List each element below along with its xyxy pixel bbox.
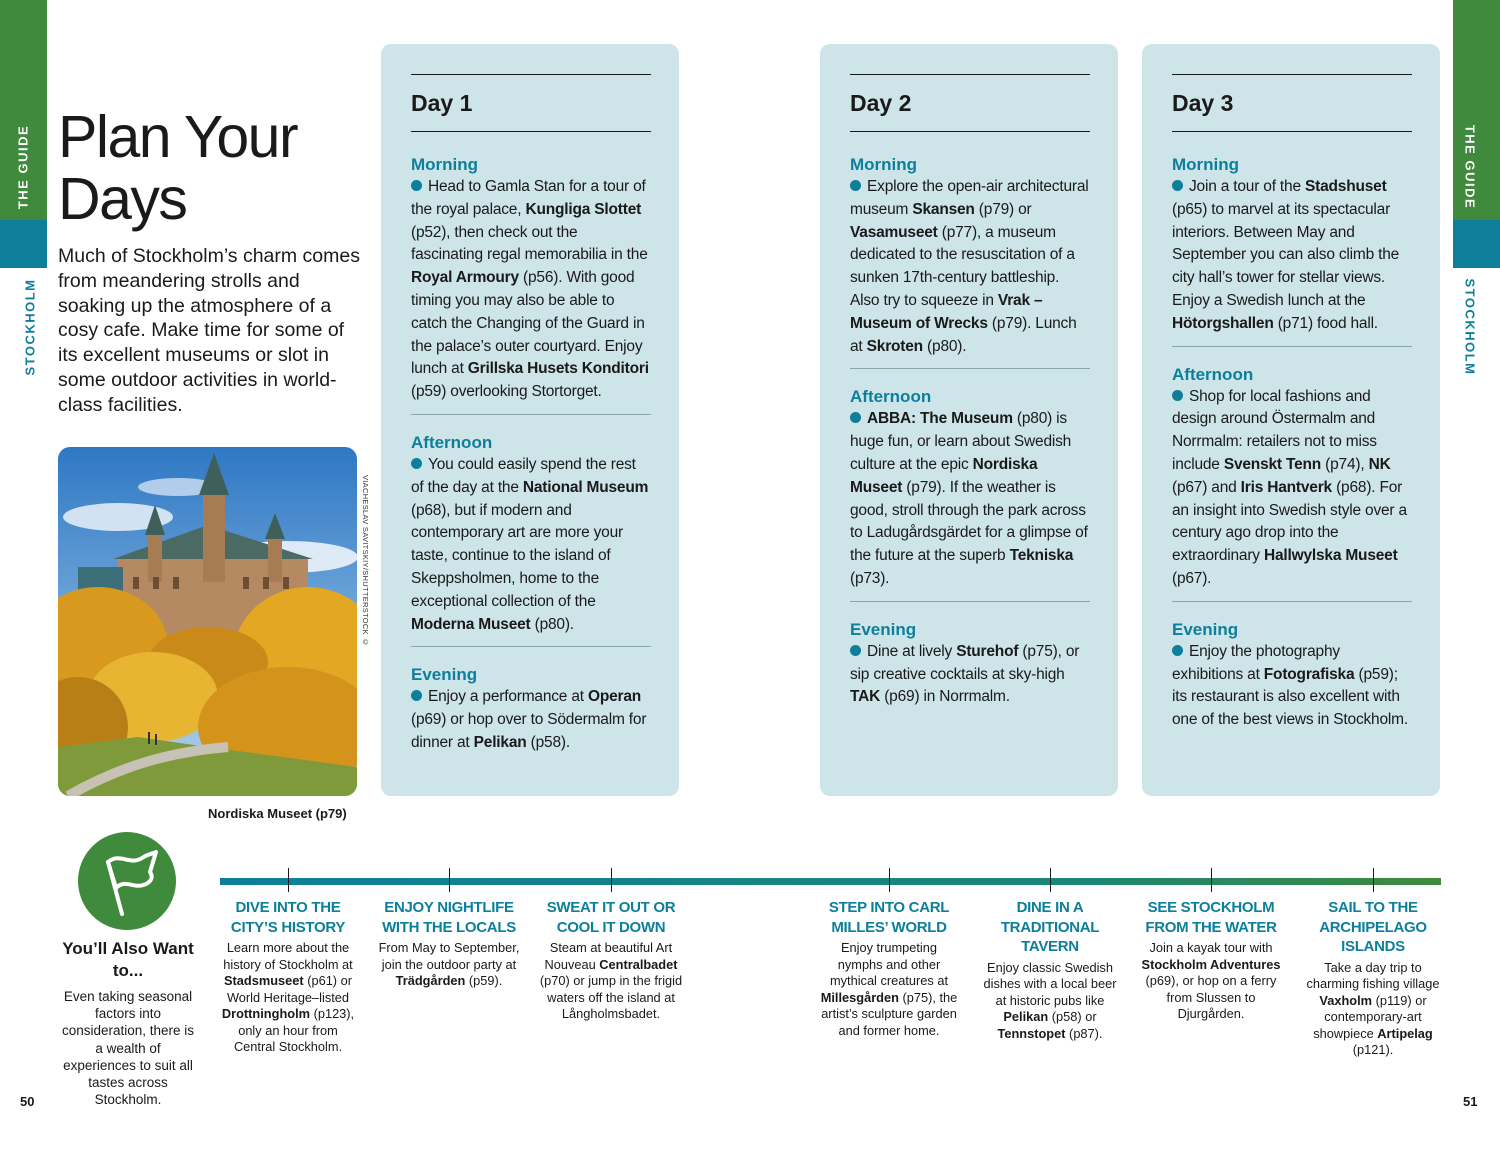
text-run: Take a day trip to charming fishing village [1306, 959, 1440, 991]
timeline-bar [220, 878, 1441, 885]
text-run: Shop for local fashions and design around Östermalm and Norrmalm: retailers not to miss include [1172, 387, 1377, 473]
text-run: Head to Gamla Stan for a tour of the royal palace, [411, 178, 646, 218]
slot-text [850, 641, 1090, 709]
activity-title: DINE IN A TRADITIONAL TAVERN [1000, 899, 1100, 955]
timeline-tick [1373, 868, 1374, 892]
slot-text [411, 176, 651, 404]
highlight-name: Pelikan [473, 733, 527, 751]
activity-text [1301, 960, 1445, 1059]
text-run: (p67) and [1172, 478, 1241, 496]
text-run: (p69), or hop on a ferry from Slussen to Djurgården. [1145, 973, 1277, 1021]
text-run: (p79). Lunch at [850, 314, 1077, 355]
text-run: Enjoy a performance at [428, 688, 588, 706]
slot-text [850, 176, 1090, 358]
text-run: Enjoy the photography exhibitions at [1172, 642, 1340, 683]
slot-text [411, 454, 651, 636]
day-card [820, 44, 1118, 796]
activity-text [1139, 940, 1283, 1023]
highlight-name: Artipelag [1377, 1025, 1433, 1041]
slot-divider [850, 368, 1090, 369]
highlight-name: Sturehof [956, 642, 1019, 660]
highlight-name: Iris Hantverk [1240, 478, 1332, 496]
text-run: Dine at lively [867, 642, 957, 660]
text-run: (p65) to marvel at its spectacular interiors. Between May and September you can also climb the city hall’s tower for stellar views. Enjoy a Swedish lunch at the [1172, 200, 1400, 309]
slot-label: Morning [850, 155, 918, 174]
page-number-right: 51 [1463, 1094, 1478, 1109]
day-card [381, 44, 679, 796]
bullet-dot [1172, 645, 1183, 656]
slot-divider [1172, 601, 1412, 602]
text-run: From May to September, join the outdoor party at [378, 940, 520, 972]
text-run: (p73). [850, 569, 890, 587]
time-slot [850, 386, 1090, 600]
card-title-rule [850, 131, 1090, 132]
time-slot [411, 432, 651, 646]
text-run: (p79) or [974, 200, 1032, 218]
activity-text [377, 940, 521, 990]
text-run: You could easily spend the rest of the day at the [411, 455, 636, 496]
slot-text [1172, 386, 1412, 591]
text-run: (p77), a museum dedicated to the resuscitation of a sunken 17th-century battleship. Also try to squeeze in [850, 223, 1075, 309]
photo-credit: VIACHESLAV SAVITSKIY/SHUTTERSTOCK © [361, 475, 370, 647]
highlight-name: Skansen [912, 200, 975, 218]
bullet-dot [411, 180, 422, 191]
day-title: Day 2 [850, 90, 912, 116]
highlight-name: Drottningholm [221, 1006, 311, 1021]
text-run: Explore the open-air architectural museum [850, 178, 1089, 218]
activity [1139, 898, 1283, 1023]
text-run: (p80) is huge fun, or learn about Swedish culture at the epic [850, 410, 1072, 473]
right-city-tab [1453, 220, 1500, 268]
slot-text [1172, 176, 1412, 336]
highlight-name: Millesgården [820, 989, 899, 1005]
slot-label: Evening [411, 665, 478, 685]
text-run: Enjoy trumpeting nymphs and other mythical creatures at [829, 940, 949, 988]
text-run: (p121). [1352, 1042, 1394, 1057]
text-run: Enjoy classic Swedish dishes with a local beer at historic pubs like [983, 959, 1117, 1008]
highlight-name: Hötorgshallen [1172, 314, 1274, 332]
page-number-left: 50 [20, 1094, 35, 1109]
text-run: (p58) or [1048, 1009, 1097, 1024]
text-run: (p80). [922, 337, 967, 355]
activity-title: STEP INTO CARL MILLES’ WORLD [828, 899, 950, 936]
activity-title: SEE STOCKHOLM FROM THE WATER [1145, 899, 1277, 936]
text-run: (p52), then check out the fascinating regal memorabilia in the [411, 223, 648, 264]
activity-text [978, 960, 1122, 1043]
slot-label: Morning [411, 155, 479, 174]
text-run: (p69) in Norrmalm. [880, 688, 1010, 706]
highlight-name: Skroten [866, 337, 923, 355]
slot-label: Afternoon [1172, 364, 1254, 384]
highlight-name: Vrak – Museum of Wrecks [850, 291, 1043, 332]
highlight-name: Royal Armoury [411, 269, 519, 287]
bullet-dot [411, 690, 422, 701]
highlight-name: Fotografiska [1263, 665, 1355, 683]
bullet-dot [411, 458, 422, 469]
highlight-name: Vaxholm [1319, 992, 1373, 1008]
timeline-tick [611, 868, 612, 892]
text-run: (p67). [1172, 569, 1212, 587]
timeline-tick [288, 868, 289, 892]
also-title: You’ll Also Want to... [62, 939, 194, 980]
time-slot [411, 664, 651, 764]
right-section-label: THE GUIDE [1462, 124, 1478, 210]
highlight-name: Pelikan [1003, 1009, 1049, 1024]
activity-text [539, 940, 683, 1023]
highlight-name: Vasamuseet [850, 223, 938, 241]
flag-badge [78, 832, 176, 930]
highlight-name: Moderna Museet [411, 615, 531, 633]
bullet-dot [1172, 390, 1183, 401]
activity [377, 898, 521, 990]
highlight-name: Trädgården [395, 973, 466, 988]
text-run: (p69) or hop over to Södermalm for dinner at [411, 711, 647, 751]
text-run: Join a tour of the [1189, 178, 1305, 195]
text-run: (p68), but if modern and contemporary art are more your taste, continue to the island of Skeppsholmen, home to the exceptional collection of the [411, 501, 623, 610]
highlight-name: Operan [587, 688, 642, 706]
timeline-tick [889, 868, 890, 892]
also-text: Even taking seasonal factors into consideration, there is a wealth of experiences to suit all tastes across Stockholm. [61, 989, 195, 1108]
slot-label: Afternoon [411, 432, 493, 452]
highlight-name: NK [1368, 455, 1391, 473]
activity [1301, 898, 1445, 1059]
left-section-label: THE GUIDE [15, 124, 31, 210]
day-title: Day 3 [1172, 90, 1234, 116]
activity [216, 898, 360, 1056]
intro-text: Much of Stockholm’s charm comes from meandering strolls and soaking up the atmosphere of a cosy cafe. Make time for some of its excellent museums or slot in some outdoor activities in world-class facilities. [58, 245, 360, 416]
activity-text [817, 940, 961, 1039]
activity-title: ENJOY NIGHTLIFE WITH THE LOCALS [382, 899, 516, 936]
activity-text [216, 940, 360, 1056]
text-run: (p59). [465, 973, 503, 988]
card-title-rule [1172, 131, 1412, 132]
nordiska-museet-photo [58, 447, 357, 796]
time-slot [1172, 364, 1412, 601]
timeline-tick [449, 868, 450, 892]
time-slot [1172, 154, 1412, 346]
bullet-dot [1172, 180, 1183, 191]
right-city-label: STOCKHOLM [1462, 278, 1478, 376]
text-run: (p75), or sip creative cocktails at sky-high [850, 642, 1080, 683]
activity-title: SWEAT IT OUT OR COOL IT DOWN [546, 899, 676, 936]
highlight-name: Tennstopet [997, 1025, 1066, 1041]
slot-label: Evening [850, 619, 917, 639]
bullet-dot [850, 645, 861, 656]
highlight-name: Hallwylska Museet [1263, 547, 1398, 565]
text-run: (p59); its restaurant is also excellent with one of the best views in Stockholm. [1172, 665, 1408, 729]
time-slot [1172, 619, 1412, 742]
time-slot [411, 154, 651, 414]
bullet-dot [850, 412, 861, 423]
text-run: (p75), the artist’s sculpture garden and former home. [821, 989, 958, 1038]
text-run: (p119) or contemporary-art showpiece [1313, 992, 1427, 1041]
activity-title: SAIL TO THE ARCHIPELAGO ISLANDS [1319, 899, 1427, 955]
highlight-name: Svenskt Tenn [1223, 455, 1322, 473]
left-city-label: STOCKHOLM [22, 278, 38, 376]
text-run: (p61) or World Heritage–listed [226, 973, 353, 1005]
highlight-name: Tekniska [1009, 547, 1074, 565]
text-run: (p68). For an insight into Swedish style over a century ago drop into the extraordinary [1172, 478, 1407, 565]
left-city-tab [0, 220, 47, 268]
text-run: Learn more about the history of Stockholm at [223, 940, 353, 972]
slot-divider [411, 414, 651, 415]
activity-title: DIVE INTO THE CITY’S HISTORY [230, 899, 346, 936]
slot-divider [850, 601, 1090, 602]
card-title-rule [411, 131, 651, 132]
text-run: (p70) or jump in the frigid waters off the island at Långholmsbadet. [539, 973, 683, 1021]
text-run: Steam at beautiful Art Nouveau [544, 940, 673, 972]
text-run: (p74), [1321, 455, 1369, 473]
activity [978, 898, 1122, 1042]
slot-text [1172, 641, 1412, 732]
flag-icon [78, 832, 176, 930]
text-run: (p79). If the weather is good, stroll through the park across to Ladugårdsgärdet for a glimpse of the future at the superb [850, 478, 1088, 565]
slot-label: Evening [1172, 619, 1239, 639]
activity [539, 898, 683, 1023]
text-run: (p123), only an hour from Central Stockholm. [233, 1006, 355, 1054]
time-slot [850, 619, 1090, 719]
text-run: (p71) food hall. [1273, 314, 1378, 332]
bullet-dot [850, 180, 861, 191]
highlight-name: Stadsmuseet [223, 973, 304, 988]
slot-divider [411, 646, 651, 647]
highlight-name: Stadshuset [1304, 178, 1387, 195]
slot-text [411, 686, 651, 754]
text-run: (p59) overlooking Stortorget. [411, 383, 602, 401]
day-card [1142, 44, 1440, 796]
timeline-tick [1211, 868, 1212, 892]
slot-label: Afternoon [850, 387, 932, 407]
text-run: Join a kayak tour with [1149, 940, 1273, 955]
timeline-tick [1050, 868, 1051, 892]
text-run: (p80). [530, 615, 574, 633]
text-run: (p56). With good timing you may also be able to catch the Changing of the Guard in the palace’s outer courtyard. Enjoy lunch at [411, 269, 645, 378]
highlight-name: Nordiska Museet [850, 455, 1038, 496]
slot-label: Morning [1172, 155, 1240, 174]
slot-divider [1172, 346, 1412, 347]
highlight-name: National Museum [522, 478, 649, 496]
highlight-name: ABBA: The Museum [867, 410, 1013, 428]
highlight-name: Kungliga Slottet [525, 200, 642, 218]
text-run: (p58). [526, 733, 570, 751]
highlight-name: Centralbadet [599, 956, 678, 972]
highlight-name: Grillska Husets Konditori [467, 360, 649, 378]
highlight-name: TAK [850, 688, 881, 706]
text-run: (p87). [1065, 1025, 1103, 1041]
day-title: Day 1 [411, 90, 473, 116]
activity [817, 898, 961, 1039]
slot-text [850, 408, 1090, 590]
time-slot [850, 154, 1090, 368]
photo-caption: Nordiska Museet (p79) [208, 806, 347, 821]
page-title: Plan Your Days [58, 104, 298, 232]
highlight-name: Stockholm Adventures [1141, 956, 1281, 972]
